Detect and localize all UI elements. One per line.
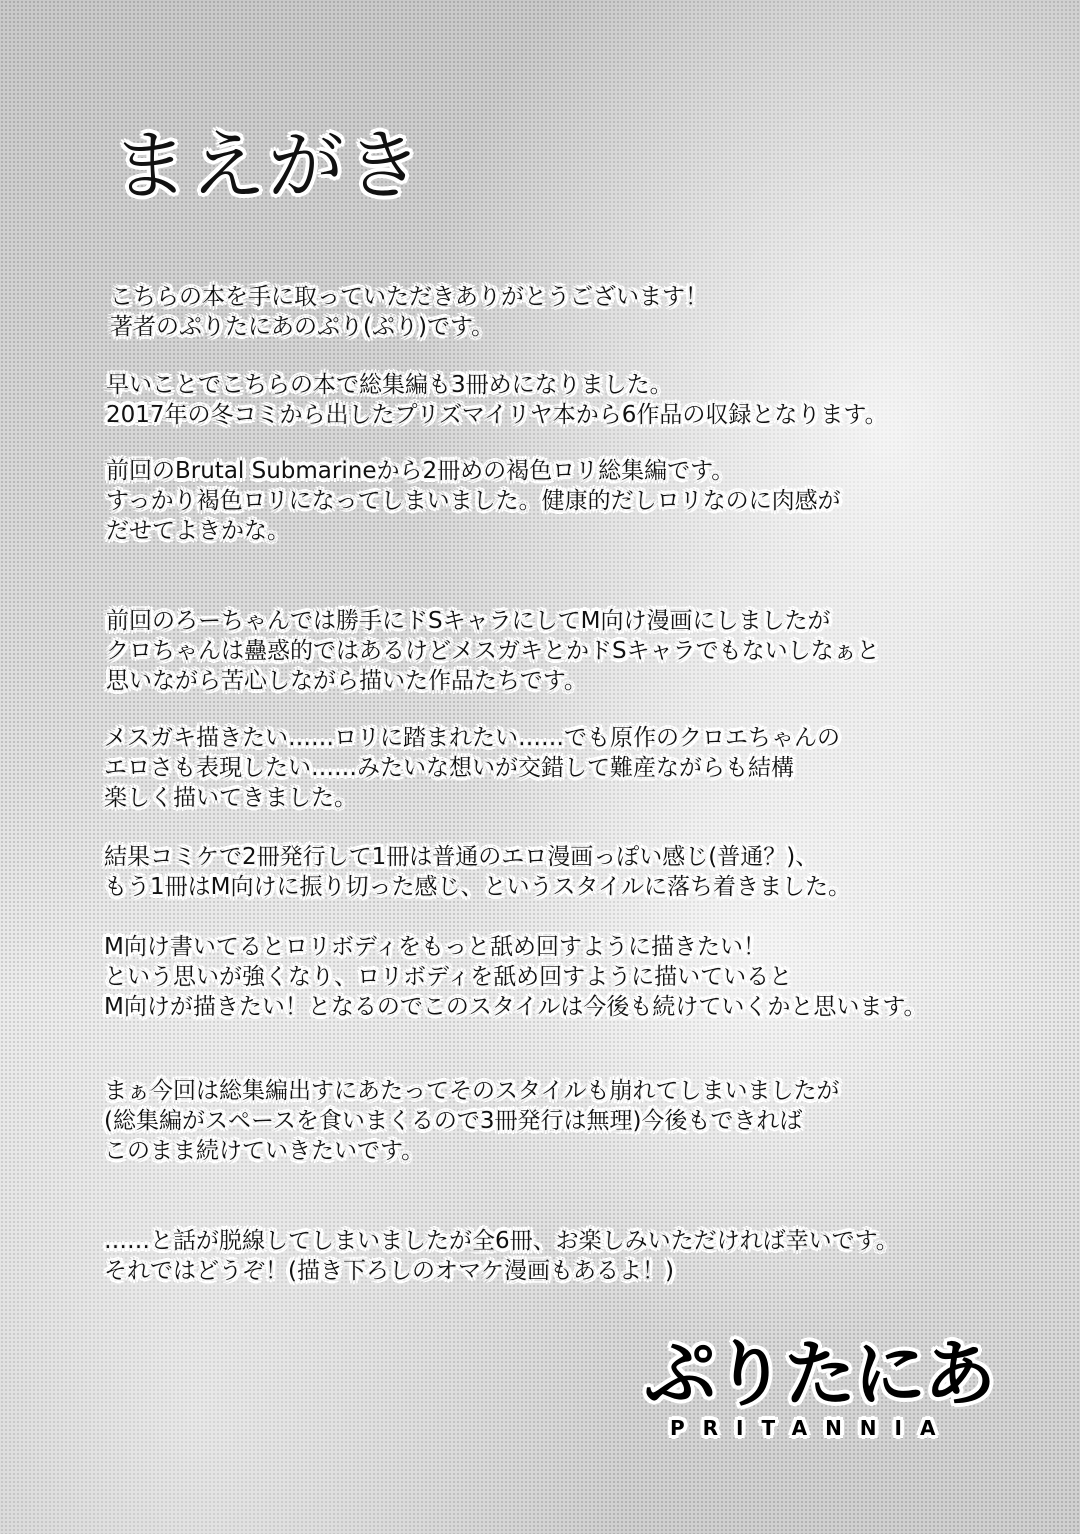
paragraph-line: このまま続けていきたいです。 (104, 1138, 425, 1164)
paragraph-line: 結果コミケで2冊発行して1冊は普通のエロ漫画っぽい感じ(普通？)、 (104, 844, 819, 870)
page-title: まえがき (112, 121, 424, 210)
paragraph-line: それではどうぞ！(描き下ろしのオマケ漫画もあるよ！) (104, 1258, 674, 1284)
paragraph-future-plans (104, 1076, 840, 1166)
paragraph-line: 早いことでこちらの本で総集編も3冊めになりました。 (106, 372, 673, 398)
paragraph-line: M向けが描きたい！となるのでこのスタイルは今後も続けていくかと思います。 (104, 994, 927, 1020)
paragraph-line: すっかり褐色ロリになってしまいました。健康的だしロリなのに肉感が (106, 488, 841, 514)
paragraph-line: メスガキ描きたい……ロリに踏まれたい……でも原作のクロエちゃんの (104, 725, 840, 751)
paragraph-character-notes (106, 606, 880, 696)
circle-logo (644, 1332, 995, 1448)
paragraph-line: 2017年の冬コミから出したプリズマイリヤ本から6作品の収録となります。 (106, 402, 888, 428)
paragraph-drawing-process (104, 723, 840, 813)
paragraph-thanks (110, 282, 708, 342)
paragraph-closing (104, 1226, 899, 1286)
paragraph-line: ……と話が脱線してしまいましたが全6冊、お楽しみいただければ幸いです。 (104, 1228, 899, 1254)
paragraph-style (104, 932, 927, 1022)
paragraph-line: M向け書いてるとロリボディをもっと舐め回すように描きたい！ (104, 934, 767, 960)
paragraph-line: クロちゃんは蠱惑的ではあるけどメスガキとかドSキャラでもないしなぁと (106, 638, 880, 664)
paragraph-line: という思いが強くなり、ロリボディを舐め回すように描いていると (104, 964, 793, 990)
paragraph-line: もう1冊はM向けに振り切った感じ、というスタイルに落ち着きました。 (104, 874, 852, 900)
paragraph-previous-volume (106, 456, 841, 546)
paragraph-line: エロさも表現したい……みたいな想いが交錯して難産ながらも結構 (104, 755, 794, 781)
paragraph-line: 著者のぷりたにあのぷり(ぷり)です。 (110, 314, 495, 340)
paragraph-collection-info (106, 370, 888, 430)
paragraph-line: 前回のろーちゃんでは勝手にドSキャラにしてM向け漫画にしましたが (106, 608, 831, 634)
paragraph-line: 思いながら苦心しながら描いた作品たちです。 (106, 668, 587, 694)
paragraph-line: まぁ今回は総集編出すにあたってそのスタイルも崩れてしまいましたが (104, 1078, 840, 1104)
paragraph-line: だせてよきかな。 (106, 518, 290, 544)
logo-title: ぷりたにあ (644, 1332, 995, 1416)
logo-subtitle: PRITANNIA (670, 1416, 954, 1440)
paragraph-line: 楽しく描いてきました。 (104, 785, 357, 811)
paragraph-result (104, 842, 851, 902)
paragraph-line: (総集編がスペースを食いまくるので3冊発行は無理)今後もできれば (104, 1108, 803, 1134)
paragraph-line: こちらの本を手に取っていただきありがとうございます！ (110, 284, 708, 310)
paragraph-line: 前回のBrutal Submarineから2冊めの褐色ロリ総集編です。 (106, 458, 735, 484)
